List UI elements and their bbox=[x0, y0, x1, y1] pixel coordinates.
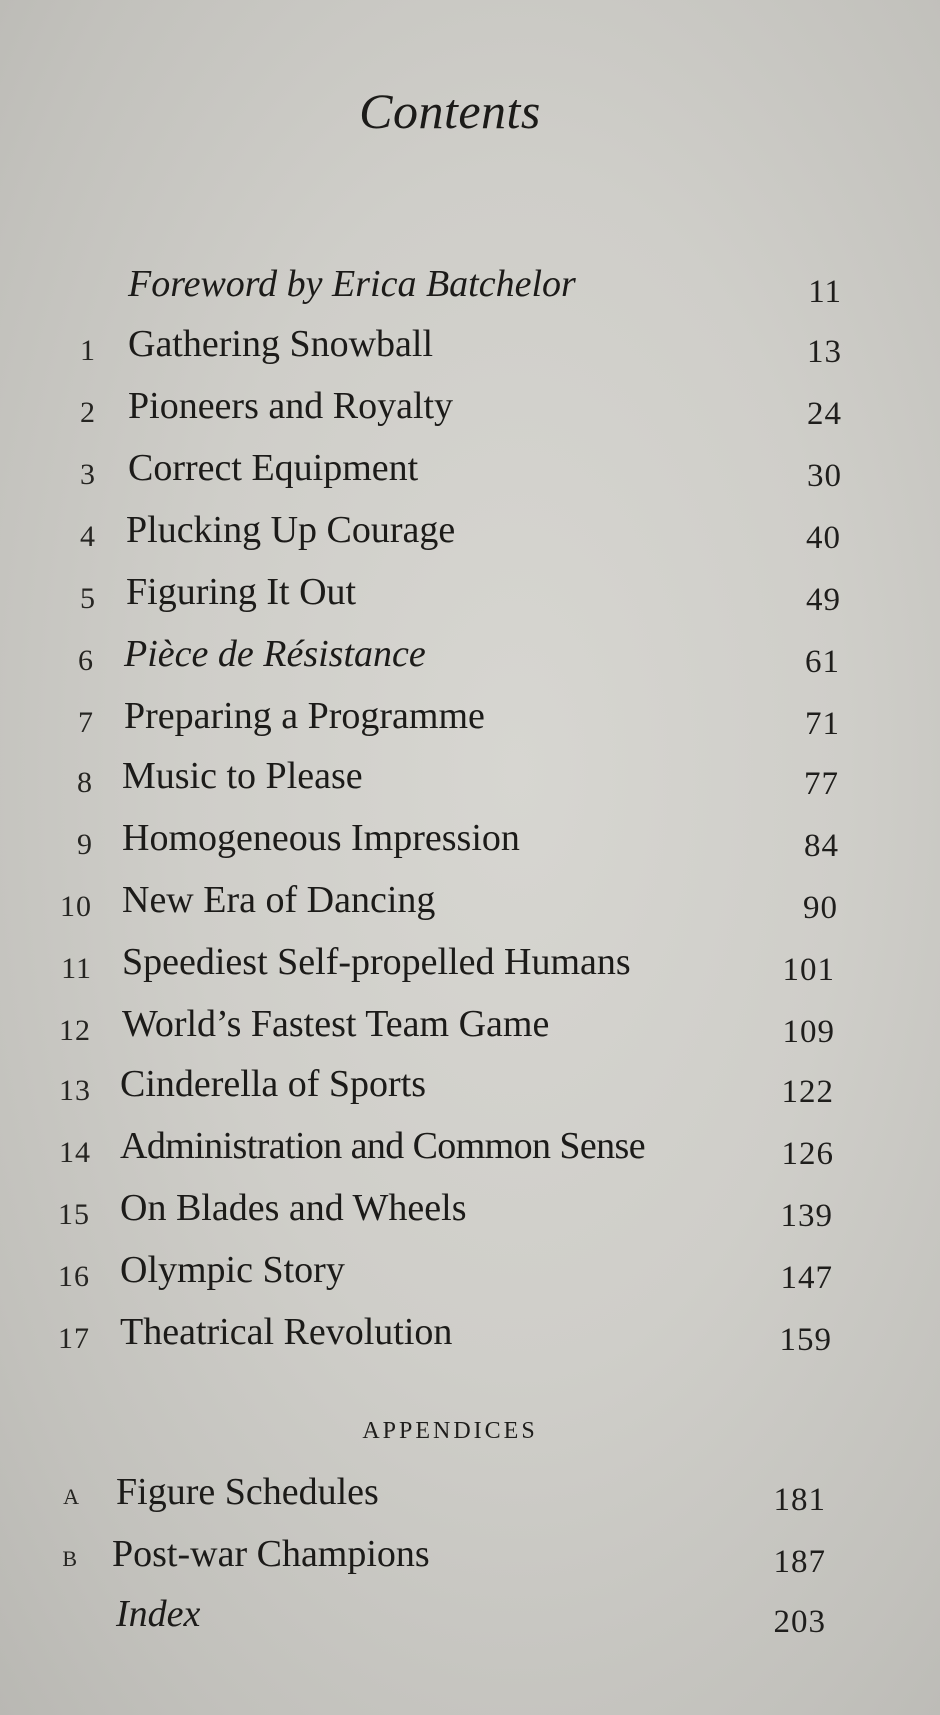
appendix-entry bbox=[0, 1532, 860, 1588]
toc-entry bbox=[0, 570, 860, 626]
entry-page: 24 bbox=[807, 396, 842, 432]
entry-title: Plucking Up Courage bbox=[126, 509, 456, 551]
chapter-number: 10 bbox=[60, 890, 92, 923]
entry-page: 122 bbox=[781, 1074, 834, 1110]
toc-entry-foreword bbox=[0, 262, 860, 318]
chapter-number: 15 bbox=[58, 1198, 90, 1231]
entry-title: Index bbox=[116, 1593, 201, 1635]
entry-title: Olympic Story bbox=[120, 1249, 345, 1291]
chapter-number: 1 bbox=[80, 334, 96, 367]
entry-title: Music to Please bbox=[122, 755, 363, 797]
toc-entry bbox=[0, 878, 860, 934]
toc-entry bbox=[0, 940, 860, 996]
entry-title: Gathering Snowball bbox=[128, 323, 434, 365]
appendix-letter: B bbox=[62, 1546, 78, 1571]
chapter-number: 4 bbox=[80, 520, 96, 553]
entry-page: 49 bbox=[806, 582, 841, 618]
entry-page: 30 bbox=[807, 458, 842, 494]
chapter-number: 11 bbox=[61, 952, 92, 985]
entry-page: 187 bbox=[773, 1544, 826, 1580]
entry-title: Correct Equipment bbox=[128, 447, 419, 489]
toc-entry bbox=[0, 384, 860, 440]
entry-title: Pioneers and Royalty bbox=[128, 385, 454, 427]
entry-page: 11 bbox=[808, 274, 842, 310]
entry-title: Homogeneous Impression bbox=[122, 817, 520, 859]
toc-entry bbox=[0, 508, 860, 564]
entry-title: On Blades and Wheels bbox=[120, 1187, 467, 1229]
toc-entry bbox=[0, 322, 860, 378]
appendix-entry bbox=[0, 1470, 860, 1526]
chapter-number: 8 bbox=[77, 766, 93, 799]
entry-page: 13 bbox=[807, 334, 842, 370]
entry-title: Pièce de Résistance bbox=[124, 633, 426, 675]
toc-entry bbox=[0, 632, 860, 688]
toc-entry bbox=[0, 754, 860, 810]
entry-title: Speediest Self-propelled Humans bbox=[122, 941, 631, 983]
toc-entry bbox=[0, 816, 860, 872]
entry-page: 203 bbox=[773, 1604, 826, 1640]
entry-title: Figure Schedules bbox=[116, 1471, 379, 1513]
entry-page: 84 bbox=[804, 828, 839, 864]
toc-entry bbox=[0, 694, 860, 750]
toc-entry bbox=[0, 1124, 860, 1180]
chapter-number: 6 bbox=[78, 644, 94, 677]
entry-page: 109 bbox=[782, 1014, 835, 1050]
entry-title: Foreword by Erica Batchelor bbox=[128, 263, 576, 305]
entry-page: 90 bbox=[803, 890, 838, 926]
page-title: Contents bbox=[359, 83, 541, 139]
appendix-entry-index bbox=[0, 1592, 860, 1648]
entry-page: 40 bbox=[806, 520, 841, 556]
chapter-number: 3 bbox=[80, 458, 96, 491]
chapter-number: 7 bbox=[78, 706, 94, 739]
entry-title: Administration and Common Sense bbox=[120, 1125, 645, 1167]
entry-page: 101 bbox=[782, 952, 835, 988]
toc-entry bbox=[0, 1310, 860, 1366]
entry-title: Figuring It Out bbox=[126, 571, 357, 613]
entry-page: 77 bbox=[804, 766, 839, 802]
entry-page: 147 bbox=[780, 1260, 833, 1296]
entry-title: Theatrical Revolution bbox=[120, 1311, 453, 1353]
toc-entry bbox=[0, 1248, 860, 1304]
entry-page: 139 bbox=[780, 1198, 833, 1234]
entry-page: 181 bbox=[773, 1482, 826, 1518]
chapter-number: 14 bbox=[59, 1136, 91, 1169]
toc-entry bbox=[0, 446, 860, 502]
entry-page: 126 bbox=[781, 1136, 834, 1172]
chapter-number: 12 bbox=[59, 1014, 91, 1047]
chapter-number: 9 bbox=[77, 828, 93, 861]
toc-entry bbox=[0, 1186, 860, 1242]
chapter-number: 5 bbox=[80, 582, 96, 615]
entry-title: Cinderella of Sports bbox=[120, 1063, 427, 1105]
entry-title: New Era of Dancing bbox=[122, 879, 436, 921]
toc-entry bbox=[0, 1062, 860, 1118]
entry-title: World’s Fastest Team Game bbox=[122, 1003, 550, 1045]
appendix-letter: A bbox=[63, 1484, 80, 1509]
chapter-number: 17 bbox=[58, 1322, 90, 1355]
appendices-heading: APPENDICES bbox=[362, 1418, 538, 1444]
chapter-number: 2 bbox=[80, 396, 96, 429]
entry-page: 71 bbox=[805, 706, 840, 742]
entry-page: 159 bbox=[779, 1322, 832, 1358]
chapter-number: 16 bbox=[58, 1260, 90, 1293]
entry-title: Post-war Champions bbox=[112, 1533, 430, 1575]
entry-page: 61 bbox=[805, 644, 840, 680]
entry-title: Preparing a Programme bbox=[124, 695, 485, 737]
toc-entry bbox=[0, 1002, 860, 1058]
chapter-number: 13 bbox=[59, 1074, 91, 1107]
